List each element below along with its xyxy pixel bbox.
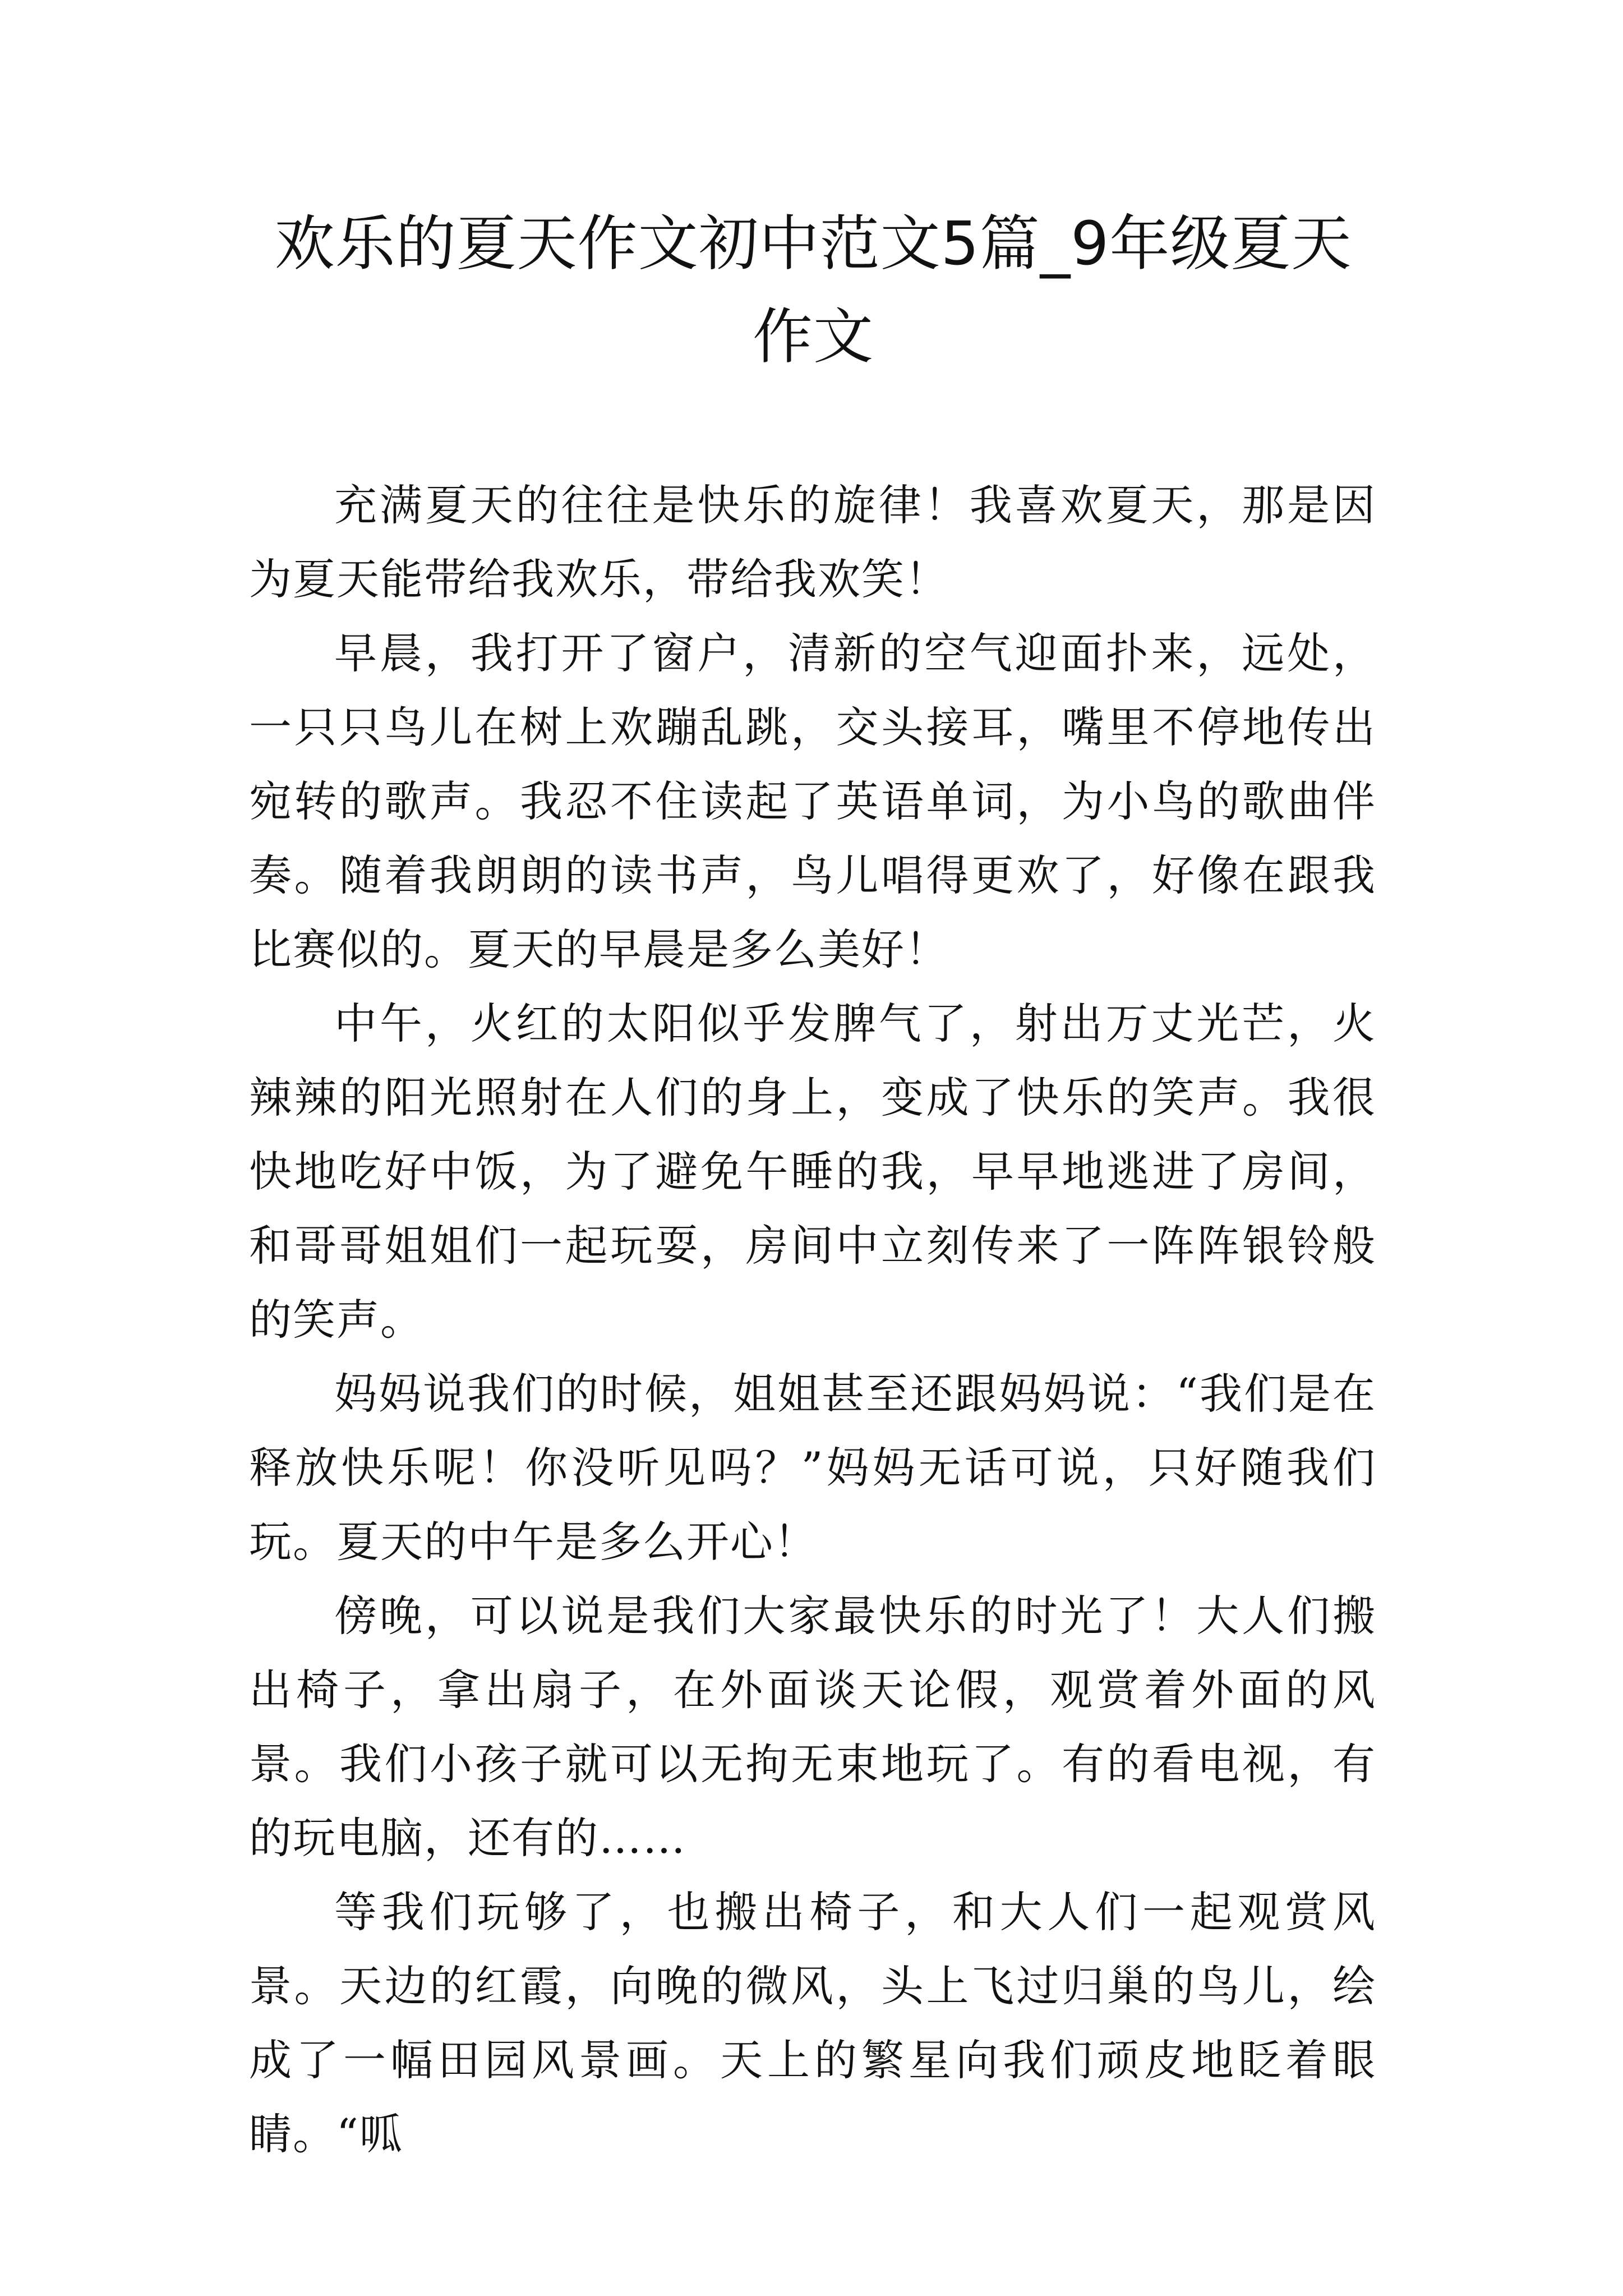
paragraph-6: 等我们玩够了，也搬出椅子，和大人们一起观赏风景。天边的红霞，向晚的微风，头上飞过归巢的鸟儿，绘成了一幅田园风景画。天上的繁星向我们顽皮地眨着眼睛。“呱 (249, 1887, 1376, 2159)
paragraph-3: 中午，火红的太阳似乎发脾气了，射出万丈光芒，火辣辣的阳光照射在人们的身上，变成了快乐的笑声。我很快地吃好中饭，为了避免午睡的我，早早地逃进了房间，和哥哥姐姐们一起玩耍，房间中立刻传来了一阵阵银铃般的笑声。 (249, 999, 1376, 1345)
document-title: 欢乐的夏天作文初中范文5篇_9年级夏天作文 (274, 209, 1352, 372)
document-body (249, 468, 1376, 2171)
paragraph-1: 充满夏天的往往是快乐的旋律！我喜欢夏天，那是因为夏天能带给我欢乐，带给我欢笑！ (249, 480, 1376, 604)
paragraph-4: 妈妈说我们的时候，姐姐甚至还跟妈妈说：“我们是在释放快乐呢！你没听见吗？”妈妈无话可说，只好随我们玩。夏天的中午是多么开心！ (249, 1369, 1376, 1567)
paragraph-5: 傍晚，可以说是我们大家最快乐的时光了！大人们搬出椅子，拿出扇子，在外面谈天论假，观赏着外面的风景。我们小孩子就可以无拘无束地玩了。有的看电视，有的玩电脑，还有的…… (249, 1591, 1376, 1863)
paragraph-2: 早晨，我打开了窗户，清新的空气迎面扑来，远处，一只只鸟儿在树上欢蹦乱跳，交头接耳，嘴里不停地传出宛转的歌声。我忍不住读起了英语单词，为小鸟的歌曲伴奏。随着我朗朗的读书声，鸟儿唱得更欢了，好像在跟我比赛似的。夏天的早晨是多么美好！ (249, 628, 1376, 974)
